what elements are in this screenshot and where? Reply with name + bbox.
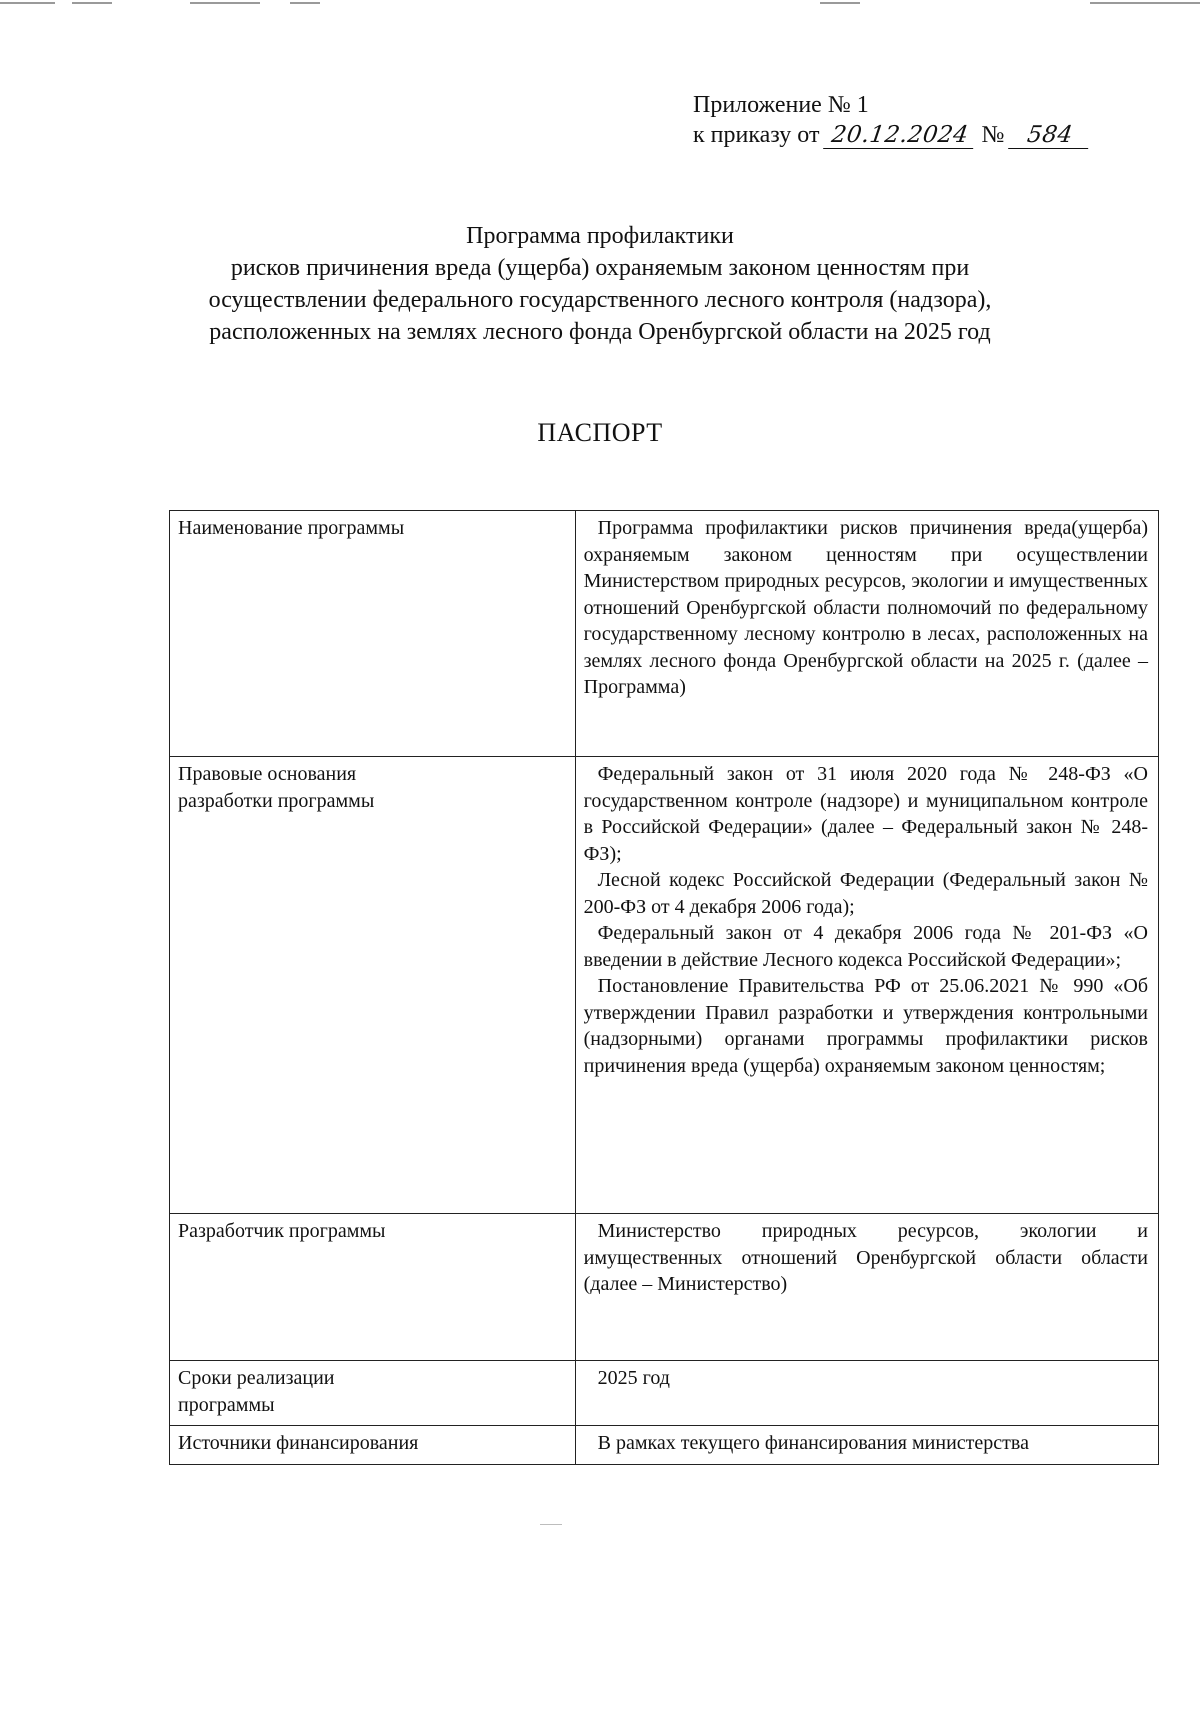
order-reference [693,120,1090,150]
table-row [170,757,1159,1214]
table-row [170,511,1159,757]
row-label [170,1426,576,1465]
row-value [575,511,1158,757]
label-line: разработки программы [178,789,375,812]
row-value [575,1214,1158,1361]
title-line-1: Программа профилактики [466,223,734,249]
handwritten-order-number: 584 [1008,122,1092,149]
row-label [170,1214,576,1361]
row-label [170,1361,576,1426]
value-paragraph: Федеральный закон от 4 декабря 2006 года № 201-ФЗ «О введении в действие Лесного кодекса Российской Федерации»; [583,922,1148,971]
table-row [170,1361,1159,1426]
label-line: Сроки реализации [178,1367,335,1389]
passport-table [169,510,1159,1465]
value-paragraph: Федеральный закон от 31 июля 2020 года № 248-ФЗ «О государственном контроле (надзоре) и муниципальном контроле в Российской Федерации» (далее – Федеральный закон № 248-ФЗ); [583,763,1148,865]
value-paragraph: Программа профилактики рисков причинения вреда(ущерба) охраняемым законом ценностям при осуществлении Министерством природных ресурсов, экологии и имущественных отношений Оренбургской области полномочий по федеральному государственному лесному контролю в лесах, расположенных на землях лесного фонда Оренбургской области на 2025 г. (далее – Программа) [583,517,1148,698]
order-prefix: к приказу от [693,122,820,148]
handwritten-order-date: 20.12.2024 [824,122,978,149]
label-line: Источники финансирования [178,1432,419,1454]
label-line: Наименование программы [178,517,405,539]
value-paragraph: Министерство природных ресурсов, экологии и имущественных отношений Оренбургской области области (далее – Министерство) [583,1220,1148,1295]
row-value [575,757,1158,1214]
number-sign: № [981,122,1005,148]
title-line-2: рисков причинения вреда (ущерба) охраняемым законом ценностям при [230,255,970,281]
document-title [0,220,1200,348]
label-line: программы [178,1393,275,1416]
label-line: Правовые основания [178,763,357,785]
scan-edge-artifact [0,0,1200,8]
value-paragraph: Лесной кодекс Российской Федерации (Федеральный закон № 200-ФЗ от 4 декабря 2006 года); [583,869,1148,918]
title-line-4: расположенных на землях лесного фонда Оренбургской области на 2025 год [209,319,991,345]
table-row [170,1214,1159,1361]
value-paragraph: В рамках текущего финансирования министерства [597,1432,1029,1454]
table-row [170,1426,1159,1465]
annex-number: Приложение № 1 [693,92,869,118]
title-line-3: осуществлении федерального государственного лесного контроля (надзора), [208,287,992,313]
row-value [575,1426,1158,1465]
value-paragraph: Постановление Правительства РФ от 25.06.2021 № 990 «Об утверждении Правил разработки и утверждения контрольными (надзорными) органами программы профилактики рисков причинения вреда (ущерба) охраняемым законом ценностям; [583,975,1148,1077]
value-paragraph: 2025 год [597,1367,670,1389]
row-label [170,757,576,1214]
passport-heading: ПАСПОРТ [537,418,663,447]
row-value [575,1361,1158,1426]
annex-header [693,90,1090,150]
label-line: Разработчик программы [178,1220,386,1242]
row-label [170,511,576,757]
scan-mark [540,1524,562,1525]
